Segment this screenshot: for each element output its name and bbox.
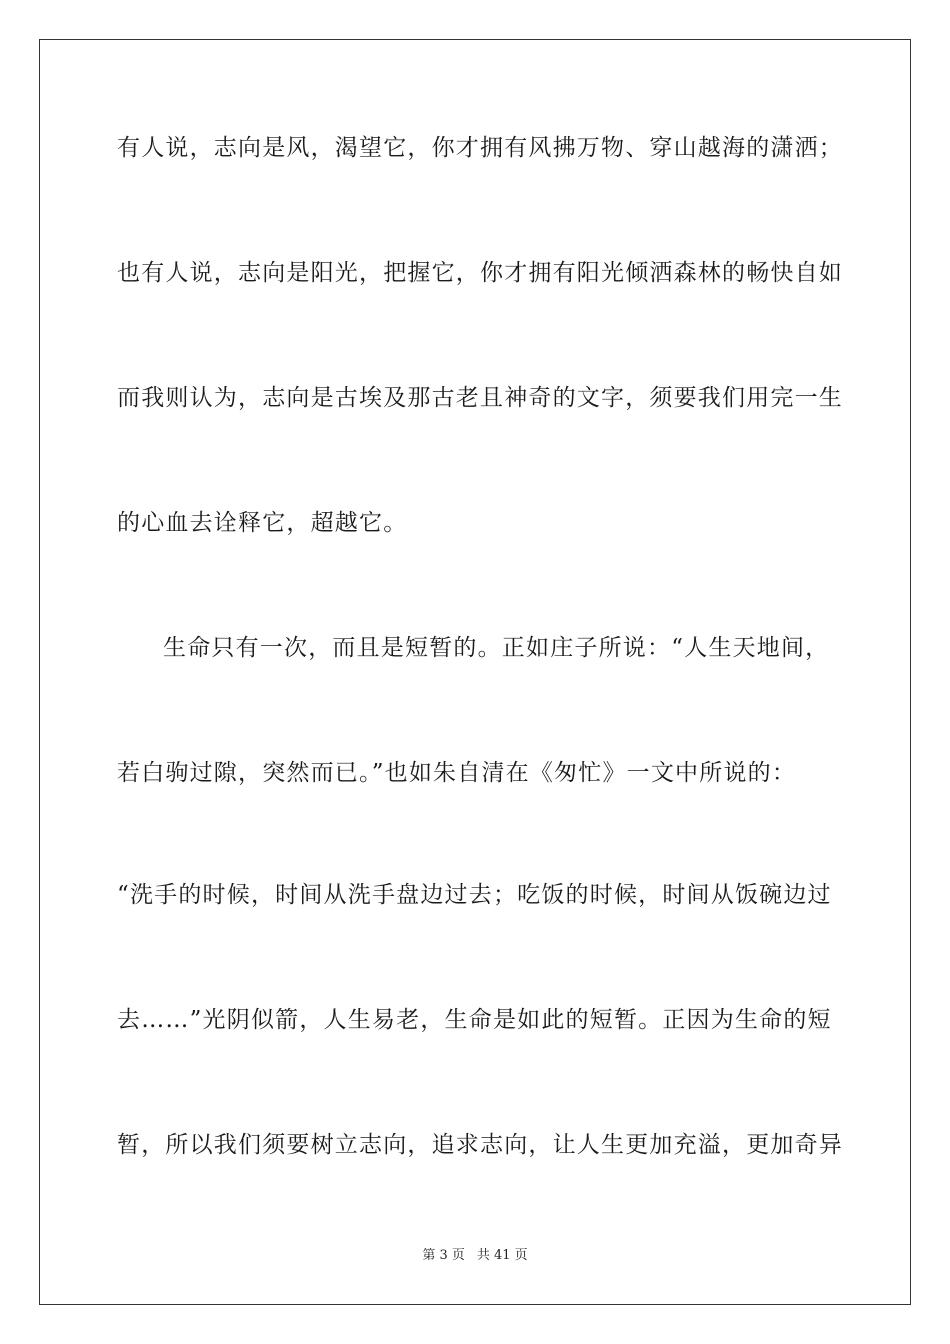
text-line: 也有人说，志向是阳光，把握它，你才拥有阳光倾洒森林的畅快自如 <box>117 260 843 286</box>
text-line: “洗手的时候，时间从洗手盘边过去；吃饭的时候，时间从饭碗边过 <box>117 882 832 908</box>
paragraph-first-line: 生命只有一次，而且是短暂的。正如庄子所说：“人生天地间， <box>163 635 830 661</box>
text-line: 去……”光阴似箭，人生易老，生命是如此的短暂。正因为生命的短 <box>117 1007 832 1033</box>
text-line: 有人说，志向是风，渴望它，你才拥有风拂万物、穿山越海的潇洒； <box>117 135 843 161</box>
text-line: 而我则认为，志向是古埃及那古老且神奇的文字，须要我们用完一生 <box>117 385 843 411</box>
page-number: 第 3 页 <box>422 1248 465 1263</box>
text-line: 暂，所以我们须要树立志向，追求志向，让人生更加充溢，更加奇异 <box>117 1132 843 1158</box>
page-footer <box>0 1247 950 1265</box>
text-line: 若白驹过隙，突然而已。”也如朱自清在《匆忙》一文中所说的： <box>117 760 797 786</box>
page-total: 共 41 页 <box>476 1248 528 1263</box>
text-line: 的心血去诠释它，超越它。 <box>117 510 408 536</box>
page-border <box>39 39 911 1305</box>
